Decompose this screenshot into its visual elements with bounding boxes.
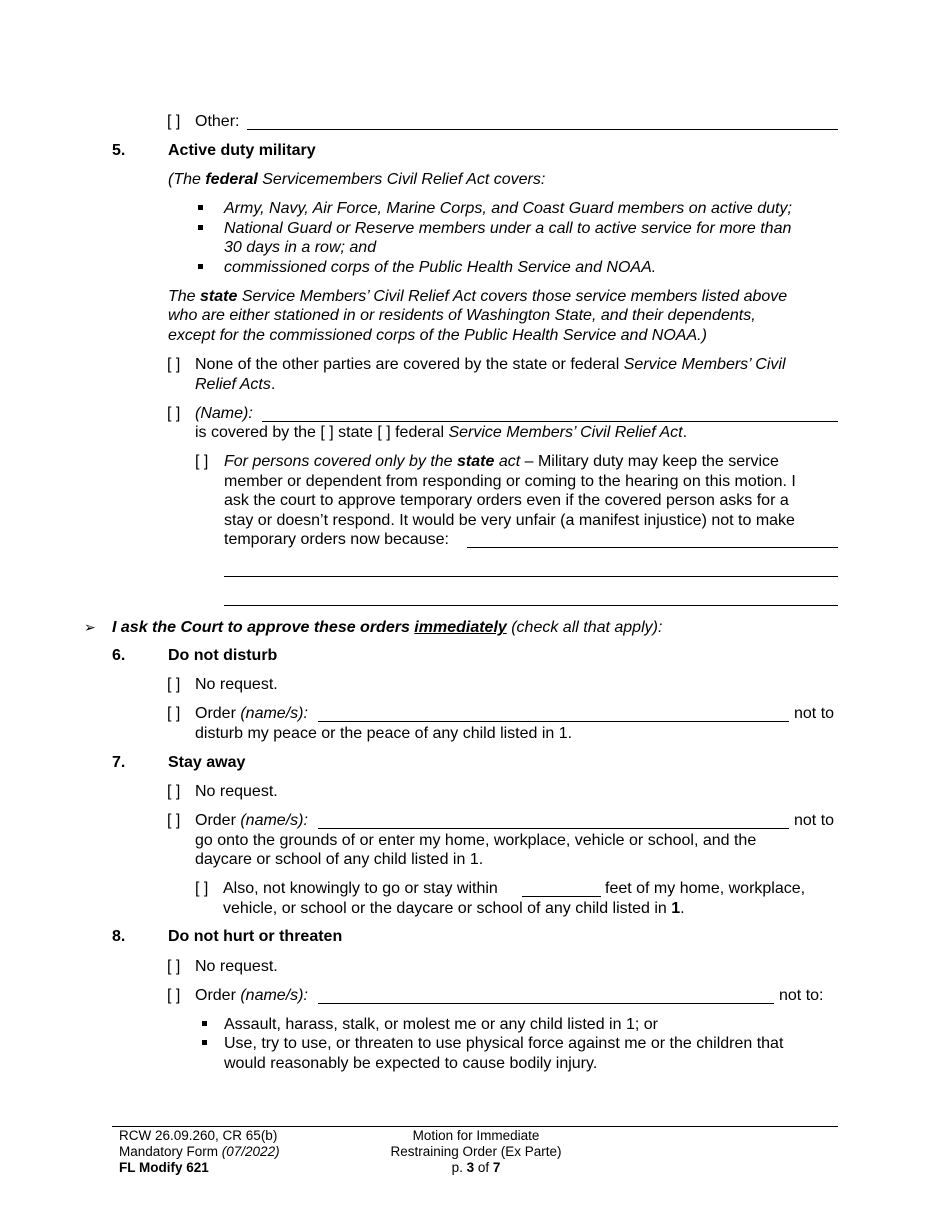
order-text: daycare or school of any child listed in 1. — [195, 851, 484, 868]
section-7-title: Stay away — [168, 754, 246, 771]
checkbox-7-order[interactable]: [ ] — [167, 812, 181, 829]
checkbox-7-distance[interactable]: [ ] — [195, 880, 209, 897]
no-request-label: No request. — [195, 676, 278, 693]
section-6-number: 6. — [112, 647, 126, 664]
distance-text: vehicle, or school or the daycare or school of any child listed in 1. — [223, 900, 685, 917]
section-5-number: 5. — [112, 142, 126, 159]
no-request-label: No request. — [195, 958, 278, 975]
section-7-number: 7. — [112, 754, 126, 771]
names-input-line[interactable] — [318, 1003, 774, 1004]
other-input-line[interactable] — [247, 129, 838, 130]
no-request-label: No request. — [195, 783, 278, 800]
none-covered-text: Relief Acts. — [195, 376, 276, 393]
other-label: Other: — [195, 113, 240, 130]
footer-title: Motion for Immediate — [412, 1128, 540, 1143]
names-input-line[interactable] — [318, 828, 789, 829]
reason-input-line[interactable] — [224, 576, 838, 577]
bullet-text: commissioned corps of the Public Health Service and NOAA. — [224, 259, 657, 276]
covered-by-text: is covered by the [ ] state [ ] federal Service Members’ Civil Relief Act. — [195, 424, 688, 441]
checkbox-8-order[interactable]: [ ] — [167, 987, 181, 1004]
footer-page-number: p. 3 of 7 — [451, 1160, 501, 1175]
checkbox-8-no-request[interactable]: [ ] — [167, 958, 181, 975]
distance-text: Also, not knowingly to go or stay within — [223, 880, 498, 897]
ask-court-heading: I ask the Court to approve these orders immediately (check all that apply): — [112, 619, 663, 636]
bullet-text: 30 days in a row; and — [224, 239, 377, 256]
section-6-title: Do not disturb — [168, 647, 278, 664]
not-to-label: not to — [794, 705, 835, 722]
checkbox-state-only[interactable]: [ ] — [195, 453, 209, 470]
state-act-text: The state Service Members’ Civil Relief Act covers those service members listed above — [168, 288, 788, 305]
checkbox-6-order[interactable]: [ ] — [167, 705, 181, 722]
footer-title: Restraining Order (Ex Parte) — [390, 1144, 562, 1159]
not-to-label: not to — [794, 812, 835, 829]
bullet-marker — [202, 1021, 207, 1026]
checkbox-6-no-request[interactable]: [ ] — [167, 676, 181, 693]
checkbox-other[interactable]: [ ] — [167, 113, 181, 130]
order-label: Order (name/s): — [195, 987, 308, 1004]
state-act-text: except for the commissioned corps of the Public Health Service and NOAA.) — [168, 327, 707, 344]
name-input-line[interactable] — [262, 421, 838, 422]
bullet-text: Army, Navy, Air Force, Marine Corps, and Coast Guard members on active duty; — [224, 200, 792, 217]
order-text: go onto the grounds of or enter my home, workplace, vehicle or school, and the — [195, 832, 757, 849]
none-covered-text: None of the other parties are covered by the state or federal Service Members’ Civil — [195, 356, 786, 373]
section-8-number: 8. — [112, 928, 126, 945]
names-input-line[interactable] — [318, 721, 789, 722]
order-text: disturb my peace or the peace of any child listed in 1. — [195, 725, 573, 742]
checkbox-7-no-request[interactable]: [ ] — [167, 783, 181, 800]
arrow-bullet-icon: ➢ — [84, 619, 96, 635]
bullet-text: Use, try to use, or threaten to use physical force against me or the children that — [224, 1035, 784, 1052]
checkbox-name-covered[interactable]: [ ] — [167, 405, 181, 422]
footer-mandatory: Mandatory Form (07/2022) — [119, 1144, 280, 1159]
footer-rcw: RCW 26.09.260, CR 65(b) — [119, 1128, 278, 1143]
state-only-text: member or dependent from responding or coming to the hearing on this motion. I — [224, 473, 796, 490]
state-only-text: For persons covered only by the state act – Military duty may keep the service — [224, 453, 779, 470]
section-5-title: Active duty military — [168, 142, 316, 159]
bullet-marker — [198, 264, 203, 269]
state-only-text: stay or doesn’t respond. It would be very unfair (a manifest injustice) not to make — [224, 512, 795, 529]
order-label: Order (name/s): — [195, 812, 308, 829]
footer-divider — [112, 1126, 838, 1127]
federal-intro: (The federal Servicemembers Civil Relief Act covers: — [168, 171, 546, 188]
state-act-text: who are either stationed in or residents of Washington State, and their dependents, — [168, 307, 756, 324]
state-only-text: ask the court to approve temporary orders even if the covered person asks for a — [224, 492, 789, 509]
bullet-marker — [202, 1040, 207, 1045]
not-to-label: not to: — [779, 987, 824, 1004]
bullet-marker — [198, 205, 203, 210]
name-label: (Name): — [195, 405, 253, 422]
reason-input-line[interactable] — [467, 547, 838, 548]
reason-input-line[interactable] — [224, 605, 838, 606]
feet-input-line[interactable] — [522, 896, 601, 897]
section-8-title: Do not hurt or threaten — [168, 928, 343, 945]
bullet-text: National Guard or Reserve members under a call to active service for more than — [224, 220, 792, 237]
bullet-text: Assault, harass, stalk, or molest me or any child listed in 1; or — [224, 1016, 658, 1033]
state-only-text: temporary orders now because: — [224, 531, 449, 548]
footer-form-number: FL Modify 621 — [119, 1160, 209, 1175]
order-label: Order (name/s): — [195, 705, 308, 722]
bullet-marker — [198, 225, 203, 230]
checkbox-none-covered[interactable]: [ ] — [167, 356, 181, 373]
distance-text: feet of my home, workplace, — [605, 880, 806, 897]
bullet-text: would reasonably be expected to cause bodily injury. — [224, 1055, 598, 1072]
